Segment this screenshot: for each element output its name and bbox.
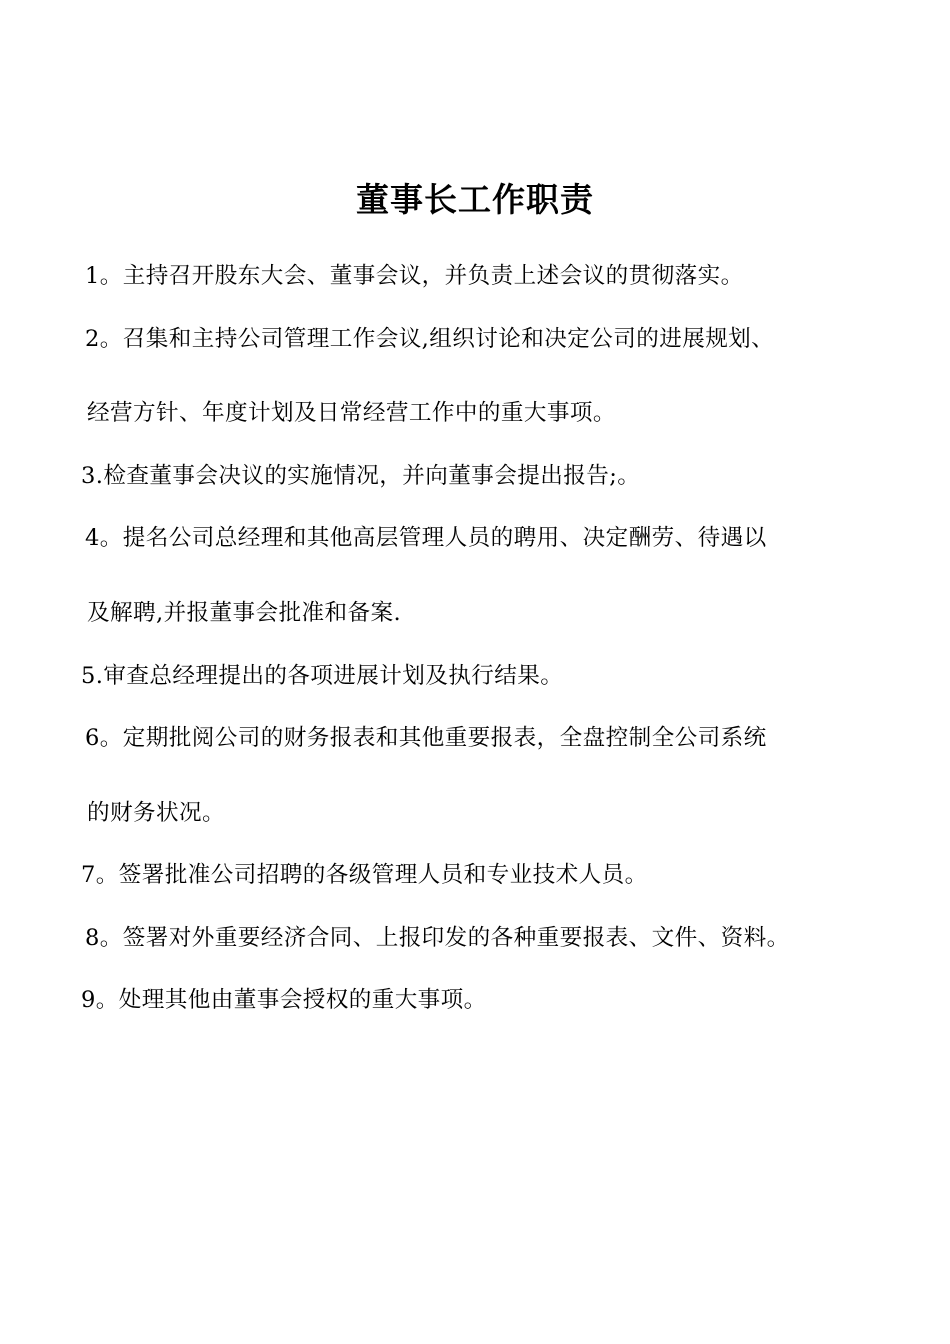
document-title: 董事长工作职责 [356, 180, 594, 219]
duty-item-4: 4。提名公司总经理和其他高层管理人员的聘用、决定酬劳、待遇以 [85, 525, 767, 551]
duty-item-2-continued: 经营方针、年度计划及日常经营工作中的重大事项。 [87, 400, 616, 426]
duty-item-2: 2。召集和主持公司管理工作会议,组织讨论和决定公司的进展规划、 [85, 326, 775, 352]
duty-item-3: 3.检查董事会决议的实施情况，并向董事会提出报告;。 [81, 463, 641, 489]
duty-item-5: 5.审查总经理提出的各项进展计划及执行结果。 [81, 663, 564, 689]
duty-item-9: 9。处理其他由董事会授权的重大事项。 [81, 987, 487, 1013]
duty-item-6: 6。定期批阅公司的财务报表和其他重要报表，全盘控制全公司系统 [85, 725, 767, 751]
duty-item-6-continued: 的财务状况。 [87, 800, 225, 826]
duty-item-8: 8。签署对外重要经济合同、上报印发的各种重要报表、文件、资料。 [85, 925, 790, 951]
duty-item-4-continued: 及解聘,并报董事会批准和备案. [87, 600, 402, 626]
duty-item-7: 7。签署批准公司招聘的各级管理人员和专业技术人员。 [81, 862, 648, 888]
duty-item-1: 1。主持召开股东大会、董事会议，并负责上述会议的贯彻落实。 [85, 263, 744, 289]
